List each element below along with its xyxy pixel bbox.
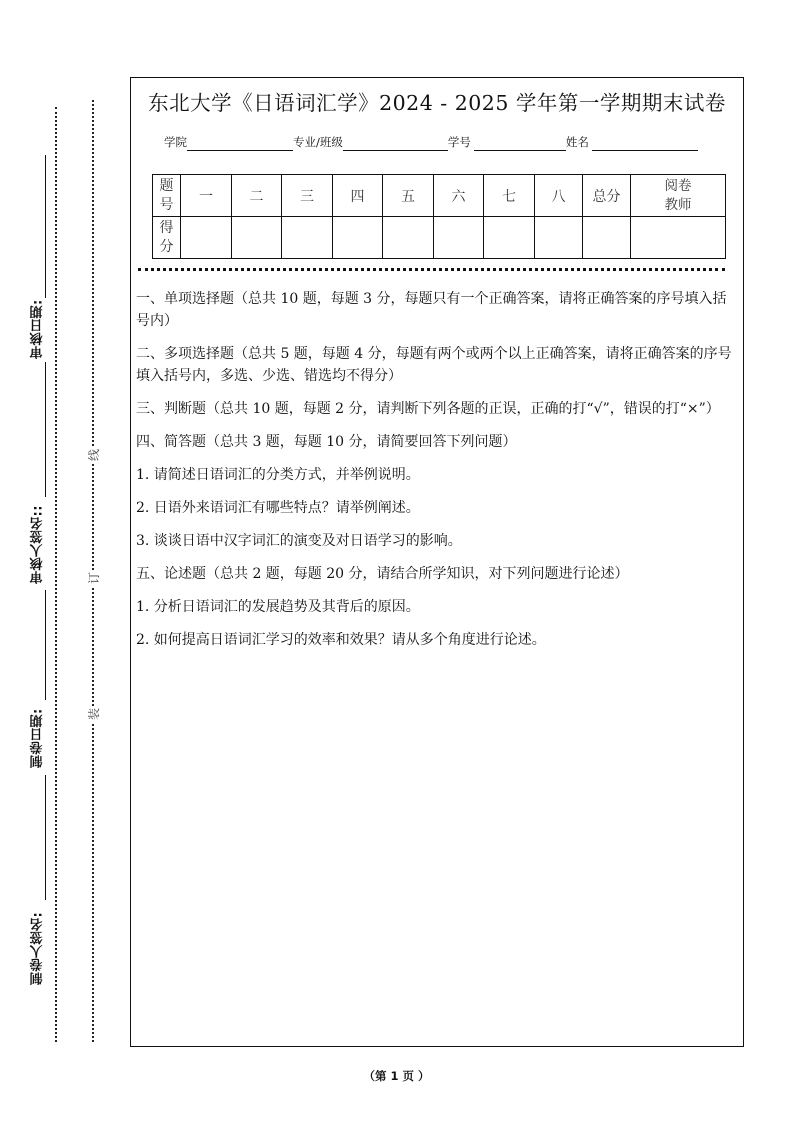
score-cell-5[interactable] <box>383 217 434 259</box>
student-id-label: 学号 <box>447 135 471 149</box>
score-cell-1[interactable] <box>181 217 232 259</box>
dotted-separator <box>138 268 725 271</box>
major-class-field[interactable] <box>343 134 448 151</box>
outer-dotted-cut-line <box>55 107 57 1042</box>
section-true-false: 三、判断题（总共 10 题，每题 2 分，请判断下列各题的正误，正确的打“√”，错误的打“×”） <box>136 401 720 417</box>
exam-content <box>136 288 740 662</box>
score-cell-2[interactable] <box>232 217 282 259</box>
exam-title: 东北大学《日语词汇学》2024 - 2025 学年第一学期期末试卷 <box>148 91 726 115</box>
grader-header-line1: 阅卷 <box>664 177 692 194</box>
col-header-5: 五 <box>383 175 434 217</box>
major-class-label: 专业/班级 <box>293 135 343 149</box>
score-row <box>153 217 726 259</box>
student-info-row <box>164 131 698 151</box>
score-cell-total[interactable] <box>583 217 631 259</box>
binding-mark-bind: 装 <box>86 708 101 721</box>
score-cell-8[interactable] <box>535 217 583 259</box>
score-cell-6[interactable] <box>434 217 484 259</box>
score-cell-3[interactable] <box>282 217 333 259</box>
essay-question-1: 1. 分析日语词汇的发展趋势及其背后的原因。 <box>136 599 420 615</box>
college-label: 学院 <box>164 135 187 149</box>
section-single-choice: 一、单项选择题（总共 10 题，每题 3 分，每题只有一个正确答案，请将正确答案的序号填入括号内） <box>136 291 727 329</box>
college-field[interactable] <box>187 134 293 151</box>
maker-signature-label: 制卷人签名: <box>30 911 46 985</box>
grader-header-line2: 教师 <box>664 196 692 213</box>
binding-mark-line: 线 <box>86 449 101 462</box>
score-cell-7[interactable] <box>484 217 535 259</box>
section-multiple-choice: 二、多项选择题（总共 5 题，每题 4 分，每题有两个或两个以上正确答案，请将正确答案的序号填入括号内，多选、少选、错选均不得分） <box>136 346 732 384</box>
name-label: 姓名 <box>565 135 589 149</box>
score-table <box>152 174 726 259</box>
section-short-answer: 四、简答题（总共 3 题，每题 10 分，请简要回答下列问题） <box>136 434 517 450</box>
essay-question-2: 2. 如何提高日语词汇学习的效率和效果？请从多个角度进行论述。 <box>136 632 546 648</box>
question-number-row <box>153 175 726 217</box>
score-cell-grader[interactable] <box>631 217 726 259</box>
page-number: （第 1 页 ） <box>363 1069 430 1083</box>
col-header-7: 七 <box>484 175 535 217</box>
col-header-2: 二 <box>232 175 282 217</box>
short-answer-question-3: 3. 谈谈日语中汉字词汇的演变及对日语学习的影响。 <box>136 533 462 549</box>
review-date-line-bottom <box>45 362 46 497</box>
student-id-field[interactable] <box>474 134 566 151</box>
review-date-label: 审核日期: <box>30 299 46 359</box>
reviewer-signature-label: 审核人签名:: <box>30 505 46 585</box>
col-header-6: 六 <box>434 175 484 217</box>
maker-date-line <box>45 775 46 900</box>
score-cell-4[interactable] <box>333 217 383 259</box>
review-date-line-top <box>45 155 46 298</box>
score-header: 得分 <box>153 217 181 259</box>
maker-date-label: 制卷日期: <box>30 708 46 768</box>
col-header-total: 总分 <box>583 175 631 217</box>
col-header-4: 四 <box>333 175 383 217</box>
question-number-header: 题号 <box>153 175 181 217</box>
section-essay: 五、论述题（总共 2 题，每题 20 分，请结合所学知识，对下列问题进行论述） <box>136 566 629 582</box>
col-header-grader <box>631 175 726 217</box>
short-answer-question-2: 2. 日语外来语词汇有哪些特点？请举例阐述。 <box>136 500 420 516</box>
short-answer-question-1: 1. 请简述日语词汇的分类方式，并举例说明。 <box>136 467 420 483</box>
col-header-1: 一 <box>181 175 232 217</box>
col-header-3: 三 <box>282 175 333 217</box>
exam-frame <box>130 77 744 1047</box>
reviewer-signature-line <box>45 590 46 700</box>
binding-mark-staple: 订 <box>86 572 101 585</box>
col-header-8: 八 <box>535 175 583 217</box>
name-field[interactable] <box>592 134 698 151</box>
